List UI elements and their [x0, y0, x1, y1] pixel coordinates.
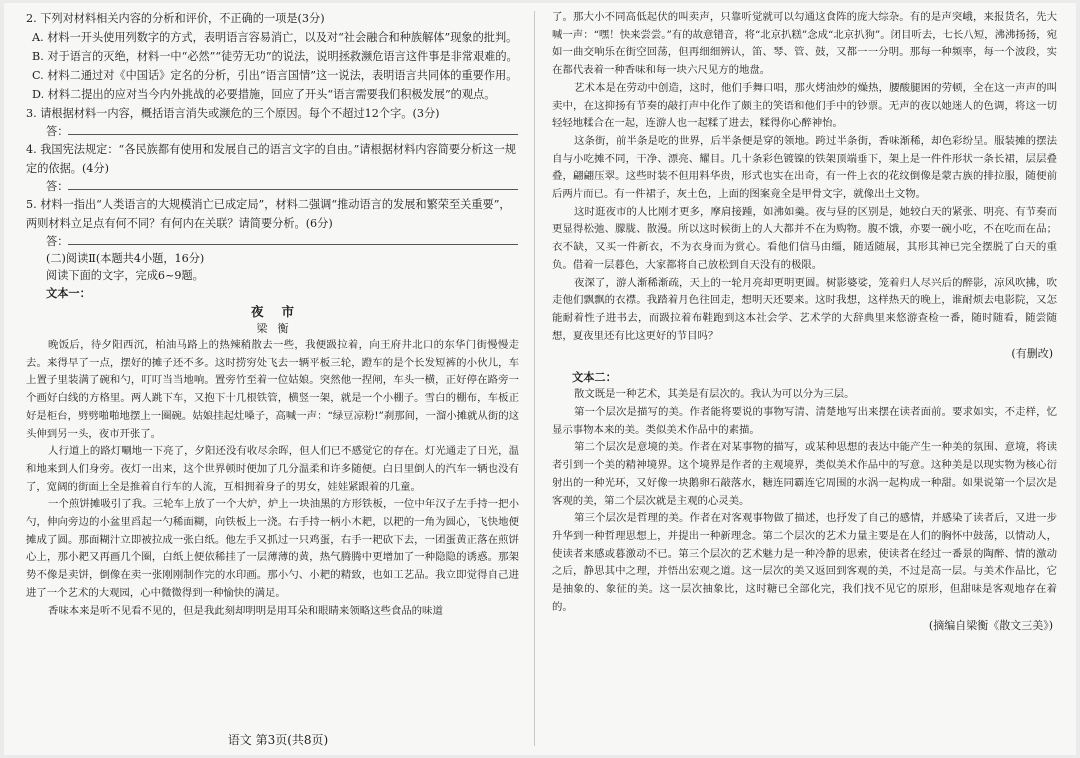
question-2-option-a: A. 材料一开头使用列数字的方式，表明语言容易消亡，以及对“社会融合和种族解体”现象的批判。 — [32, 31, 518, 44]
article-paragraph: 香味本来是听不见看不见的，但是我此刻却明明是用耳朵和眼睛来领略这些食品的味道 — [48, 604, 443, 617]
answer-line[interactable] — [26, 178, 519, 195]
answer-blank[interactable] — [68, 123, 518, 135]
article-author: 梁衡 — [256, 322, 299, 335]
question-4: 4. 我国宪法规定：“各民族都有使用和发展自己的语言文字的自由。”请根据材料内容简要分析这一规定的依据。(4分) — [26, 143, 516, 175]
text-one-label: 文本一： — [46, 286, 91, 300]
page-footer — [4, 732, 1076, 748]
question-2-option-b: B. 对于语言的灭绝，材料一中“必然”“徒劳无功”的说法，说明拯救濒危语言这件事是非常艰难的。 — [32, 50, 518, 63]
text-two-paragraph: 第一个层次是描写的美。作者能将要说的事物写清、清楚地写出来摆在读者面前。要求如实，不走样，忆显示事物本来的美。类似美术作品中的素描。 — [552, 406, 1057, 436]
question-2-stem: 2. 下列对材料相关内容的分析和评价，不正确的一项是(3分) — [26, 12, 325, 25]
answer-label: 答： — [46, 180, 69, 193]
section-heading: (二)阅读Ⅱ(本题共4小题，16分) — [46, 252, 205, 265]
question-3: 3. 请根据材料一内容，概括语言消失或濒危的三个原因。每个不超过12个字。(3分) — [26, 107, 440, 120]
page-number: 语文 第3页(共8页) — [227, 733, 329, 747]
article-title: 夜市 — [250, 304, 312, 319]
section-instruction: 阅读下面的文字，完成6~9题。 — [46, 269, 204, 282]
left-column — [26, 9, 519, 620]
text-two-paragraph: 散文既是一种艺术，其美是有层次的。我认为可以分为三层。 — [574, 388, 855, 401]
article-paragraph: 夜深了，游人渐稀渐疏，天上的一轮月亮却更明更圆。树影婆娑，笼着归人尽兴后的醉影，凉风吹拂，吹走他们飘飘的衣襟。我踏着月色往回走，想明天还要来。这时我想，这样热天的晚上，谁耐烦去电影院，又怎能耐着性子进书去，而趿拉着布鞋跑到这本社会学、艺术学的大辞典里来悠游查检一番，随时随看，随尝随想，夏夜里还有比这更好的节目吗？ — [552, 276, 1057, 342]
answer-label: 答： — [46, 235, 69, 248]
text-two-label: 文本二： — [572, 370, 617, 385]
text-two-paragraph: 第二个层次是意境的美。作者在对某事物的描写，或某种思想的表达中能产生一种美的氛围、意境，将读者引到一个美的精神境界。这个境界是作者的主观境界，类似美术作品中的写意。这种美是以现实物为核心衍射出的一种光环，又好像一块鹅卵石敲落水，糖连同霸连它周围的水涡一起构成一种甜。如果说第一个层次是客观的美，第二个层次就是主观的心灵美。 — [552, 441, 1057, 507]
question-2-option-c: C. 材料二通过对《中国话》定名的分析，引出“语言国情”这一说法，表明语言共同体的重要作用。 — [32, 69, 518, 82]
answer-line[interactable] — [26, 123, 519, 140]
article-paragraph: 这条街，前半条是吃的世界，后半条便是穿的领地。跨过半条街，香味渐稀，却色彩纷呈。服装摊的摆法自与小吃摊不同，干净、漂亮、耀目。几十条彩色镀镍的铁架顶端垂下，架上是一件件形状一条长裙，层层叠叠，翩翩压翠。这些时装不但用料华贵，形式也实在出奇，有一件上衣的花纹倒像是蒙古族的排拉服，随便前后两片而已。有一件裙子，灰土色，上面的图案竟全是甲骨文字，就像出土文物。 — [552, 134, 1057, 201]
article-paragraph: 这时逛夜市的人比刚才更多，摩肩接踵，如沸如羹。夜与昼的区别是，她较白天的紧张、明亮、有节奏而更显得松弛、朦胧、散漫。所以这时候街上的人大都并不在为购物。腹不饿，亦要一碗小吃，不在吃而在品；衣不缺，又买一件新衣，不为衣身而为赏心。看他们信马由缰，随适随展，其形其神已完全摆脱了白天的重负。借着一层暮色，大家都将自己放松到自天没有的极限。 — [552, 205, 1057, 271]
column-divider — [534, 11, 535, 746]
question-2-option-d: D. 材料二提出的应对当今内外挑战的必要措施，回应了开头“语言需要我们积极发展”的观点。 — [32, 88, 496, 101]
article-paragraph: 了。那大小不同高低起伏的叫卖声，只靠听觉就可以勾通这食阵的庞大综杂。有的是声突峨，来报货名，先大喊一声：“嘿！快来尝尝。”有的故意错音，将“北京扒糕”念成“北京扒狗”。闭目听去，七长八短，沸沸扬扬，宛如一曲交响乐在街空回荡，但再细细辨认，笛、琴、管、鼓，又都一一分明。那每一种频率，每一个波段，实在都代表着一种香味和每一块六尺见方的地盘。 — [552, 11, 1057, 77]
answer-blank[interactable] — [68, 178, 518, 190]
exam-page — [4, 3, 1076, 755]
right-column — [552, 9, 1057, 635]
article-paragraph: 晚饭后，待夕阳西沉，柏油马路上的热辣稍散去一些，我便趿拉着，向王府井北口的东华门街慢慢走去。来得早了一点，摆好的摊子还不多。这时捞穷处飞去一辆平板三轮，蹬车的是个长发短裤的小伙儿，车上置子里装满了碗和勺，叮叮当当地响。置旁竹至着一位姑娘。突然他一捏闸，车头一横，正好停在路旁一个画好白线的方格里。两人跳下车，又抱下十几根铁管，横竖一架，就是一个小棚子。雪白的棚布，车板正好是柜台，劈劈啪啪地摆上一圈碗。姑娘挂起灶嗓子，高喊一声：“绿豆凉粉!”刹那间，一溜小摊就从街的这头伸到另一头，夜市开张了。 — [26, 339, 519, 440]
answer-blank[interactable] — [68, 233, 518, 245]
answer-line[interactable] — [26, 233, 519, 250]
answer-label: 答： — [46, 125, 69, 138]
article-paragraph: 艺术本是在劳动中创造，这时，他们手舞口唱，那火烤油炒的燥热，腰酸腿困的劳顿，全在这一声声的叫卖中，在这抑扬有节奏的敲打声中化作了颇主的笑语和他们手中的钞票。无声的夜以她迷人的色调，将这一切轻轻地糅合在一起，连游人也一起糅了进去，糅得你心醉神怡。 — [552, 81, 1057, 130]
article-paragraph: 一个煎饼摊吸引了我。三轮车上放了一个大炉，炉上一块油黑的方形铁板，一位中年汉子左手持一把小勺，伸向旁边的小盆里舀起一勺稀面糊，向铁板上一浇。右手持一柄小木耙，以耙的一角为圆心，飞快地便摊成了圆。那面糊汁立即被拉成一张白纸。他左手又抓过一只鸡蛋，右手一耙砍下去，一团蛋黄正落在煎饼心上，那小耙又再画几个圈，白纸上便依稀挂了一层薄薄的黄，热气腾腾中更增加了一种隐隐的诱惑。那架势不像是卖饼，倒像在卖一张刚刚制作完的水印画。那小勺、小耙的精致，也如工艺品。我立即觉得自己进进了一个艺术的大观园，心中微微得到一种愉快的满足。 — [26, 498, 519, 599]
question-5: 5. 材料一指出“人类语言的大规模消亡已成定局”，材料二强调“推动语言的发展和繁荣至关重要”，两则材料立足点有何不同？有何内在关联？请简要分析。(6分) — [26, 198, 511, 230]
source-note-2: (摘编自梁衡《散文三美》) — [928, 618, 1053, 632]
source-note-1: (有删改) — [1011, 347, 1053, 361]
text-two-paragraph: 第三个层次是哲理的美。作者在对客观事物做了描述，也抒发了自己的感情，并感染了读者后，又进一步升华到一种哲理思想上，并提出一种新理念。第二个层次的艺术力量主要是在人们的胸怀中鼓荡，以情动人，使读者来感或暮激动不已。第三个层次的艺术魅力是一种冷静的思索，使读者在经过一番景的陶醉、情的激动之后，静思其中之理，并悟出宏观之道。这一层次的美又返回到客观的美，不过是高一层。与美术作品比，它是抽象的、象征的美。这一层次抽象比，这时糖已全部化完，我们找不见它的原形，但甜味是客观地存在着的。 — [552, 512, 1057, 613]
article-paragraph: 人行道上的路灯唰地一下亮了，夕阳还没有收尽余晖，但人们已不感觉它的存在。灯光通走了日光，温和地来到人们身旁。夜灯一出来，这个世界顿时便加了几分温柔和许多随便。白日里倒人的汽车一辆也没有了，宽阔的街面上全是推着自行车的人流，互相拥着身子的男女，娃娃紧跟着的几童。 — [26, 445, 519, 493]
